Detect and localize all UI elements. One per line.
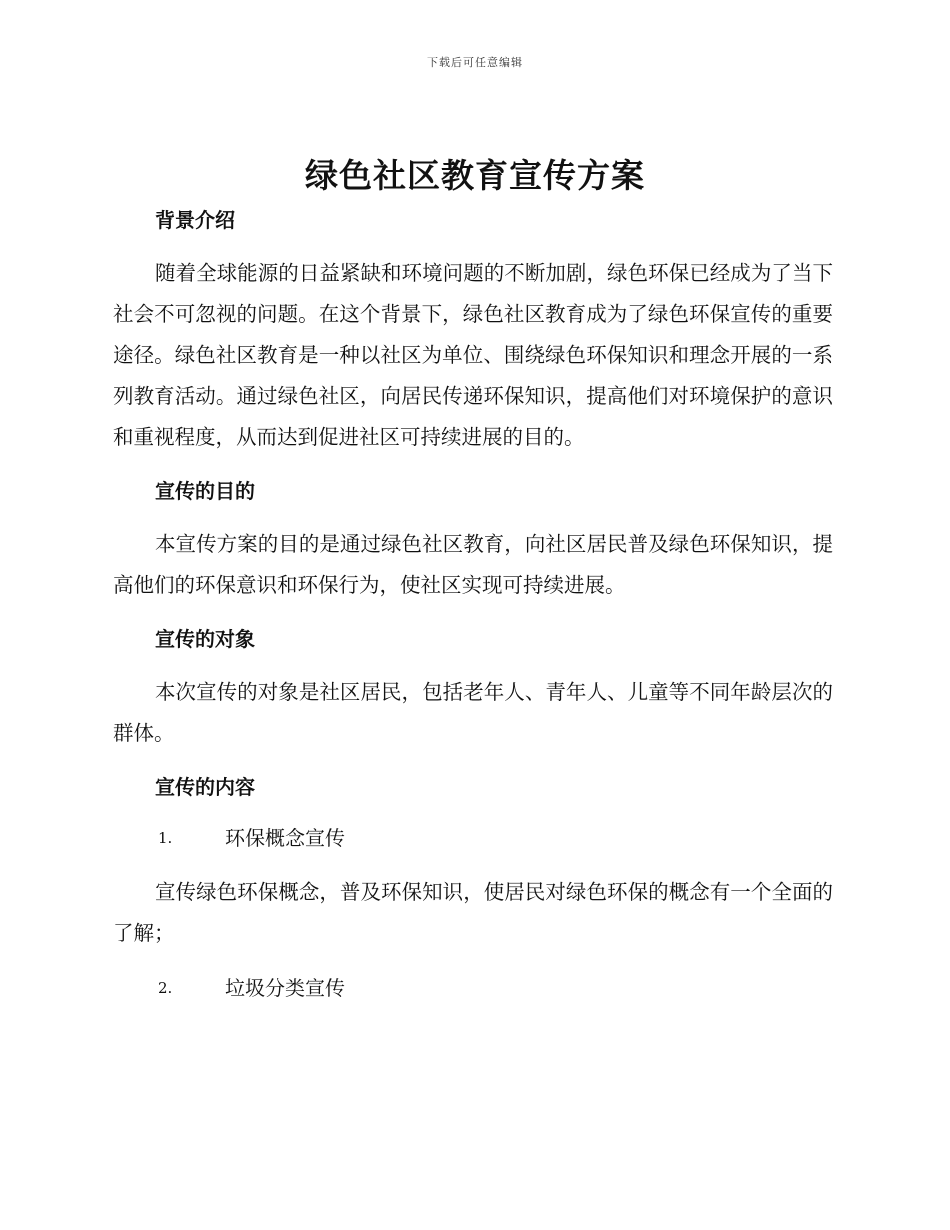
section-heading-purpose: 宣传的目的 xyxy=(155,479,255,503)
list-item-number: 1. xyxy=(158,829,173,847)
list-item-label: 垃圾分类宣传 xyxy=(225,976,345,1000)
page-header-note: 下载后可任意编辑 xyxy=(427,56,523,69)
audience-paragraph: 本次宣传的对象是社区居民，包括老年人、青年人、儿童等不同年龄层次的群体。 xyxy=(113,680,833,745)
list-item xyxy=(113,970,833,1006)
document-body xyxy=(113,203,833,1022)
section-heading-audience: 宣传的对象 xyxy=(155,627,255,651)
purpose-paragraph: 本宣传方案的目的是通过绿色社区教育，向社区居民普及绿色环保知识，提高他们的环保意识和环保行为，使社区实现可持续进展。 xyxy=(113,532,833,597)
section-heading-background: 背景介绍 xyxy=(155,208,235,232)
background-paragraph: 随着全球能源的日益紧缺和环境问题的不断加剧，绿色环保已经成为了当下社会不可忽视的问题。在这个背景下，绿色社区教育成为了绿色环保宣传的重要途径。绿色社区教育是一种以社区为单位、围绕绿色环保知识和理念开展的一系列教育活动。通过绿色社区，向居民传递环保知识，提高他们对环境保护的意识和重视程度，从而达到促进社区可持续进展的目的。 xyxy=(113,261,833,449)
section-heading-content: 宣传的内容 xyxy=(155,775,255,799)
list-item-label: 环保概念宣传 xyxy=(225,826,345,850)
list-item-description: 宣传绿色环保概念，普及环保知识，使居民对绿色环保的概念有一个全面的了解； xyxy=(113,880,833,945)
list-item-number: 2. xyxy=(158,979,173,997)
document-title: 绿色社区教育宣传方案 xyxy=(305,156,645,195)
list-item xyxy=(113,820,833,856)
